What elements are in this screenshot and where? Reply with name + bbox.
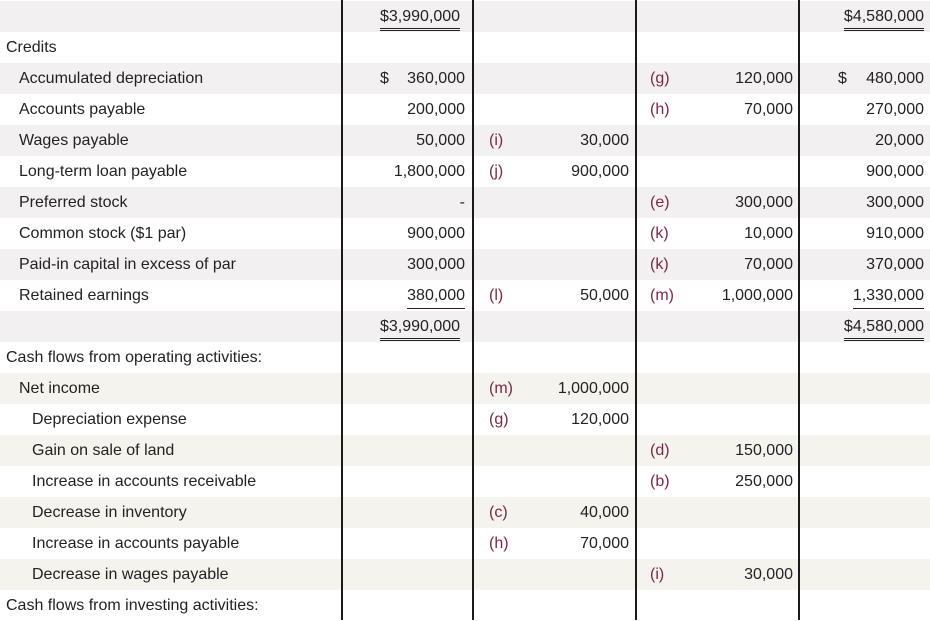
credit-ref: (h)	[650, 101, 670, 118]
credits-heading: Credits	[6, 39, 57, 56]
ending-balance: 480,000	[866, 70, 924, 87]
credit-ref: (d)	[650, 442, 670, 459]
beginning-balance: 380,000	[407, 284, 465, 309]
debit-amount: 50,000	[580, 287, 629, 304]
operating-row	[0, 435, 930, 466]
ending-balance: 20,000	[875, 132, 924, 149]
credit-ref: (k)	[650, 256, 669, 273]
ending-balance: 900,000	[866, 163, 924, 180]
ending-balance: 370,000	[866, 256, 924, 273]
cashflow-label: Depreciation expense	[32, 411, 187, 428]
credit-row	[0, 280, 930, 311]
dollar-sign: $	[380, 70, 389, 87]
column-divider	[341, 0, 343, 620]
credit-amount: 250,000	[735, 473, 793, 490]
credit-ref: (b)	[650, 473, 670, 490]
account-label: Preferred stock	[19, 194, 128, 211]
debit-amount: 120,000	[571, 411, 629, 428]
beginning-balance: 360,000	[407, 70, 465, 87]
credit-amount: 300,000	[735, 194, 793, 211]
debit-amount: 1,000,000	[557, 380, 629, 397]
ending-balance: 270,000	[866, 101, 924, 118]
beginning-balance: 900,000	[407, 225, 465, 242]
account-label: Retained earnings	[19, 287, 149, 304]
cashflow-label: Decrease in inventory	[32, 504, 187, 521]
investing-heading-row	[0, 590, 930, 621]
credit-ref: (g)	[650, 70, 670, 87]
credit-amount: 120,000	[735, 70, 793, 87]
ending-balance: 1,330,000	[853, 284, 924, 309]
credit-ref: (i)	[650, 566, 665, 583]
credits-ending-total: $4,580,000	[844, 316, 924, 341]
beginning-total: $3,990,000	[380, 6, 460, 31]
account-label: Long-term loan payable	[19, 163, 188, 180]
debit-ref: (m)	[489, 380, 513, 397]
credit-ref: (m)	[650, 287, 674, 304]
beginning-balance: -	[459, 194, 465, 211]
debit-amount: 30,000	[580, 132, 629, 149]
account-label: Accumulated depreciation	[19, 70, 204, 87]
column-divider	[635, 0, 637, 620]
cashflow-label: Increase in accounts receivable	[32, 473, 257, 490]
debit-amount: 70,000	[580, 535, 629, 552]
beginning-total-cell	[380, 1, 460, 32]
credit-row	[0, 249, 930, 280]
operating-heading: Cash flows from operating activities:	[6, 349, 263, 366]
credit-amount: 70,000	[744, 101, 793, 118]
debit-ref: (j)	[489, 163, 504, 180]
credit-amount: 30,000	[744, 566, 793, 583]
ending-balance-cell	[853, 280, 924, 311]
credits-ending-total-cell	[844, 311, 924, 342]
account-label: Paid-in capital in excess of par	[19, 256, 236, 273]
credit-amount: 1,000,000	[721, 287, 793, 304]
operating-row	[0, 559, 930, 590]
debit-ref: (g)	[489, 411, 509, 428]
cashflow-label: Decrease in wages payable	[32, 566, 229, 583]
operating-row	[0, 497, 930, 528]
beginning-balance-cell	[407, 280, 465, 311]
credit-row	[0, 156, 930, 187]
column-divider	[472, 0, 474, 620]
debit-ref: (l)	[489, 287, 504, 304]
totals-row-credits	[0, 311, 930, 342]
operating-row	[0, 528, 930, 559]
beginning-balance: 50,000	[416, 132, 465, 149]
cashflow-label: Net income	[19, 380, 100, 397]
operating-row	[0, 466, 930, 497]
credit-ref: (k)	[650, 225, 669, 242]
beginning-balance: 1,800,000	[393, 163, 465, 180]
beginning-balance: 200,000	[407, 101, 465, 118]
credits-beginning-total-cell	[380, 311, 460, 342]
column-divider	[798, 0, 800, 620]
credit-amount: 150,000	[735, 442, 793, 459]
debit-ref: (h)	[489, 535, 509, 552]
ending-balance: 910,000	[866, 225, 924, 242]
operating-row	[0, 404, 930, 435]
credit-ref: (e)	[650, 194, 670, 211]
ending-balance: 300,000	[866, 194, 924, 211]
account-label: Accounts payable	[19, 101, 146, 118]
credit-row	[0, 125, 930, 156]
debit-amount: 900,000	[571, 163, 629, 180]
cashflow-label: Increase in accounts payable	[32, 535, 240, 552]
beginning-balance: 300,000	[407, 256, 465, 273]
investing-heading: Cash flows from investing activities:	[6, 597, 259, 614]
operating-heading-row	[0, 342, 930, 373]
debit-ref: (c)	[489, 504, 508, 521]
credit-amount: 70,000	[744, 256, 793, 273]
operating-row	[0, 373, 930, 404]
debit-ref: (i)	[489, 132, 504, 149]
credits-heading-row	[0, 32, 930, 63]
dollar-sign: $	[838, 70, 847, 87]
credit-row	[0, 94, 930, 125]
debit-amount: 40,000	[580, 504, 629, 521]
credit-row	[0, 218, 930, 249]
ending-total-cell	[844, 1, 924, 32]
ending-total: $4,580,000	[844, 6, 924, 31]
account-label: Wages payable	[19, 132, 129, 149]
credit-row	[0, 187, 930, 218]
account-label: Common stock ($1 par)	[19, 225, 187, 242]
totals-row-top	[0, 1, 930, 32]
credit-amount: 10,000	[744, 225, 793, 242]
credits-beginning-total: $3,990,000	[380, 316, 460, 341]
cashflow-label: Gain on sale of land	[32, 442, 175, 459]
credit-row	[0, 63, 930, 94]
